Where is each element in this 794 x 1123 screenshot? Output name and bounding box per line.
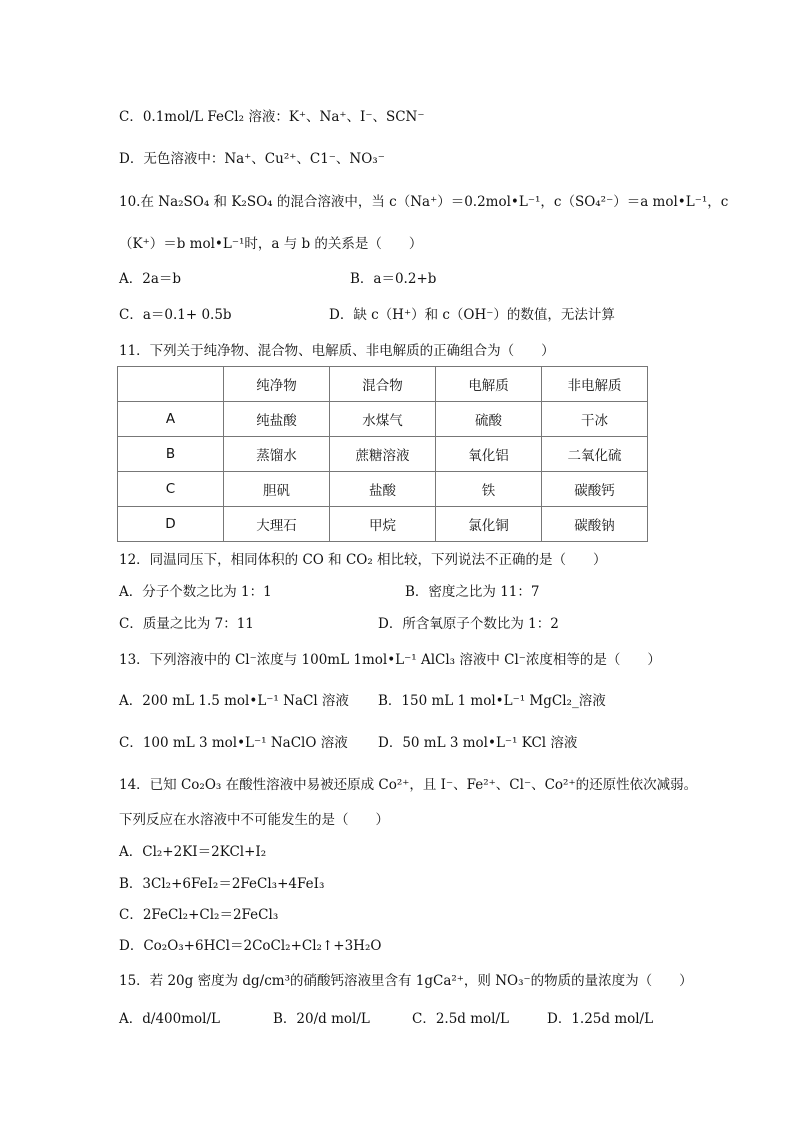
q11-stem: 11．下列关于纯净物、混合物、电解质、非电解质的正确组合为（ ） [119, 343, 555, 359]
q12-option-b: B．密度之比为 11：7 [405, 584, 540, 600]
q12-option-a: A．分子个数之比为 1：1 [119, 584, 272, 600]
table-row [118, 402, 648, 437]
table-cell: 胆矾 [224, 472, 330, 507]
q14-option-b: B．3Cl₂+6FeI₂＝2FeCl₃+4FeI₃ [119, 876, 325, 892]
q9-option-d: D．无色溶液中：Na⁺、Cu²⁺、C1⁻、NO₃⁻ [119, 151, 385, 167]
q14-option-d: D．Co₂O₃+6HCl＝2CoCl₂+Cl₂↑+3H₂O [119, 938, 382, 954]
q11-table [117, 366, 648, 542]
table-header-cell: 电解质 [436, 367, 542, 402]
q10-stem-line1: 10.在 Na₂SO₄ 和 K₂SO₄ 的混合溶液中，当 c（Na⁺）＝0.2mol•L⁻¹，c（SO₄²⁻）＝a mol•L⁻¹，c [119, 194, 729, 210]
q12-option-c: C．质量之比为 7：11 [119, 616, 254, 632]
table-cell: 蒸馏水 [224, 437, 330, 472]
table-cell: 二氧化硫 [542, 437, 648, 472]
q13-option-c: C．100 mL 3 mol•L⁻¹ NaClO 溶液 [119, 735, 348, 751]
table-cell: 氯化铜 [436, 507, 542, 542]
table-header-row [118, 367, 648, 402]
table-cell: 盐酸 [330, 472, 436, 507]
table-cell: D [118, 507, 224, 542]
table-header-cell: 非电解质 [542, 367, 648, 402]
table-cell: 纯盐酸 [224, 402, 330, 437]
q12-option-d: D．所含氧原子个数比为 1：2 [378, 616, 559, 632]
table-row [118, 472, 648, 507]
q10-option-d: D．缺 c（H⁺）和 c（OH⁻）的数值，无法计算 [329, 307, 615, 323]
table-row [118, 507, 648, 542]
table-cell: 干冰 [542, 402, 648, 437]
table-header-cell: 混合物 [330, 367, 436, 402]
q12-stem: 12．同温同压下，相同体积的 CO 和 CO₂ 相比较，下列说法不正确的是（ ） [119, 552, 607, 568]
table-cell: 氧化铝 [436, 437, 542, 472]
q13-option-b: B．150 mL 1 mol•L⁻¹ MgCl₂_溶液 [378, 693, 606, 709]
q14-option-c: C．2FeCl₂+Cl₂＝2FeCl₃ [119, 907, 279, 923]
table-cell: B [118, 437, 224, 472]
table-header-cell: 纯净物 [224, 367, 330, 402]
q14-stem-line1: 14．已知 Co₂O₃ 在酸性溶液中易被还原成 Co²⁺，且 I⁻、Fe²⁺、Cl⁻、Co²⁺的还原性依次减弱。 [119, 777, 698, 793]
table-cell: 碳酸钙 [542, 472, 648, 507]
q15-option-d: D．1.25d mol/L [547, 1011, 654, 1027]
table-header-cell [118, 367, 224, 402]
q10-option-a: A．2a＝b [119, 271, 182, 287]
q15-option-b: B．20/d mol/L [273, 1011, 370, 1027]
table-cell: C [118, 472, 224, 507]
table-cell: 铁 [436, 472, 542, 507]
q13-stem: 13．下列溶液中的 Cl⁻浓度与 100mL 1mol•L⁻¹ AlCl₃ 溶液中 Cl⁻浓度相等的是（ ） [119, 652, 661, 668]
table-cell: 水煤气 [330, 402, 436, 437]
q14-option-a: A．Cl₂+2KI＝2KCl+I₂ [119, 844, 267, 860]
table-cell: 碳酸钠 [542, 507, 648, 542]
table-cell: A [118, 402, 224, 437]
q9-option-c: C．0.1mol/L FeCl₂ 溶液：K⁺、Na⁺、I⁻、SCN⁻ [119, 109, 425, 125]
q13-option-a: A．200 mL 1.5 mol•L⁻¹ NaCl 溶液 [119, 693, 349, 709]
table-cell: 大理石 [224, 507, 330, 542]
q14-stem-line2: 下列反应在水溶液中不可能发生的是（ ） [119, 812, 389, 828]
table-cell: 硫酸 [436, 402, 542, 437]
q15-stem: 15．若 20g 密度为 dg/cm³的硝酸钙溶液里含有 1gCa²⁺，则 NO₃⁻的物质的量浓度为（ ） [119, 973, 693, 989]
q15-option-c: C．2.5d mol/L [412, 1011, 509, 1027]
table-row [118, 437, 648, 472]
table-cell: 甲烷 [330, 507, 436, 542]
q10-option-b: B．a＝0.2+b [350, 271, 437, 287]
q15-option-a: A．d/400mol/L [119, 1011, 220, 1027]
table-cell: 蔗糖溶液 [330, 437, 436, 472]
q10-stem-line2: （K⁺）＝b mol•L⁻¹时，a 与 b 的关系是（ ） [119, 236, 423, 252]
q10-option-c: C．a＝0.1+ 0.5b [119, 307, 232, 323]
q13-option-d: D．50 mL 3 mol•L⁻¹ KCl 溶液 [378, 735, 578, 751]
